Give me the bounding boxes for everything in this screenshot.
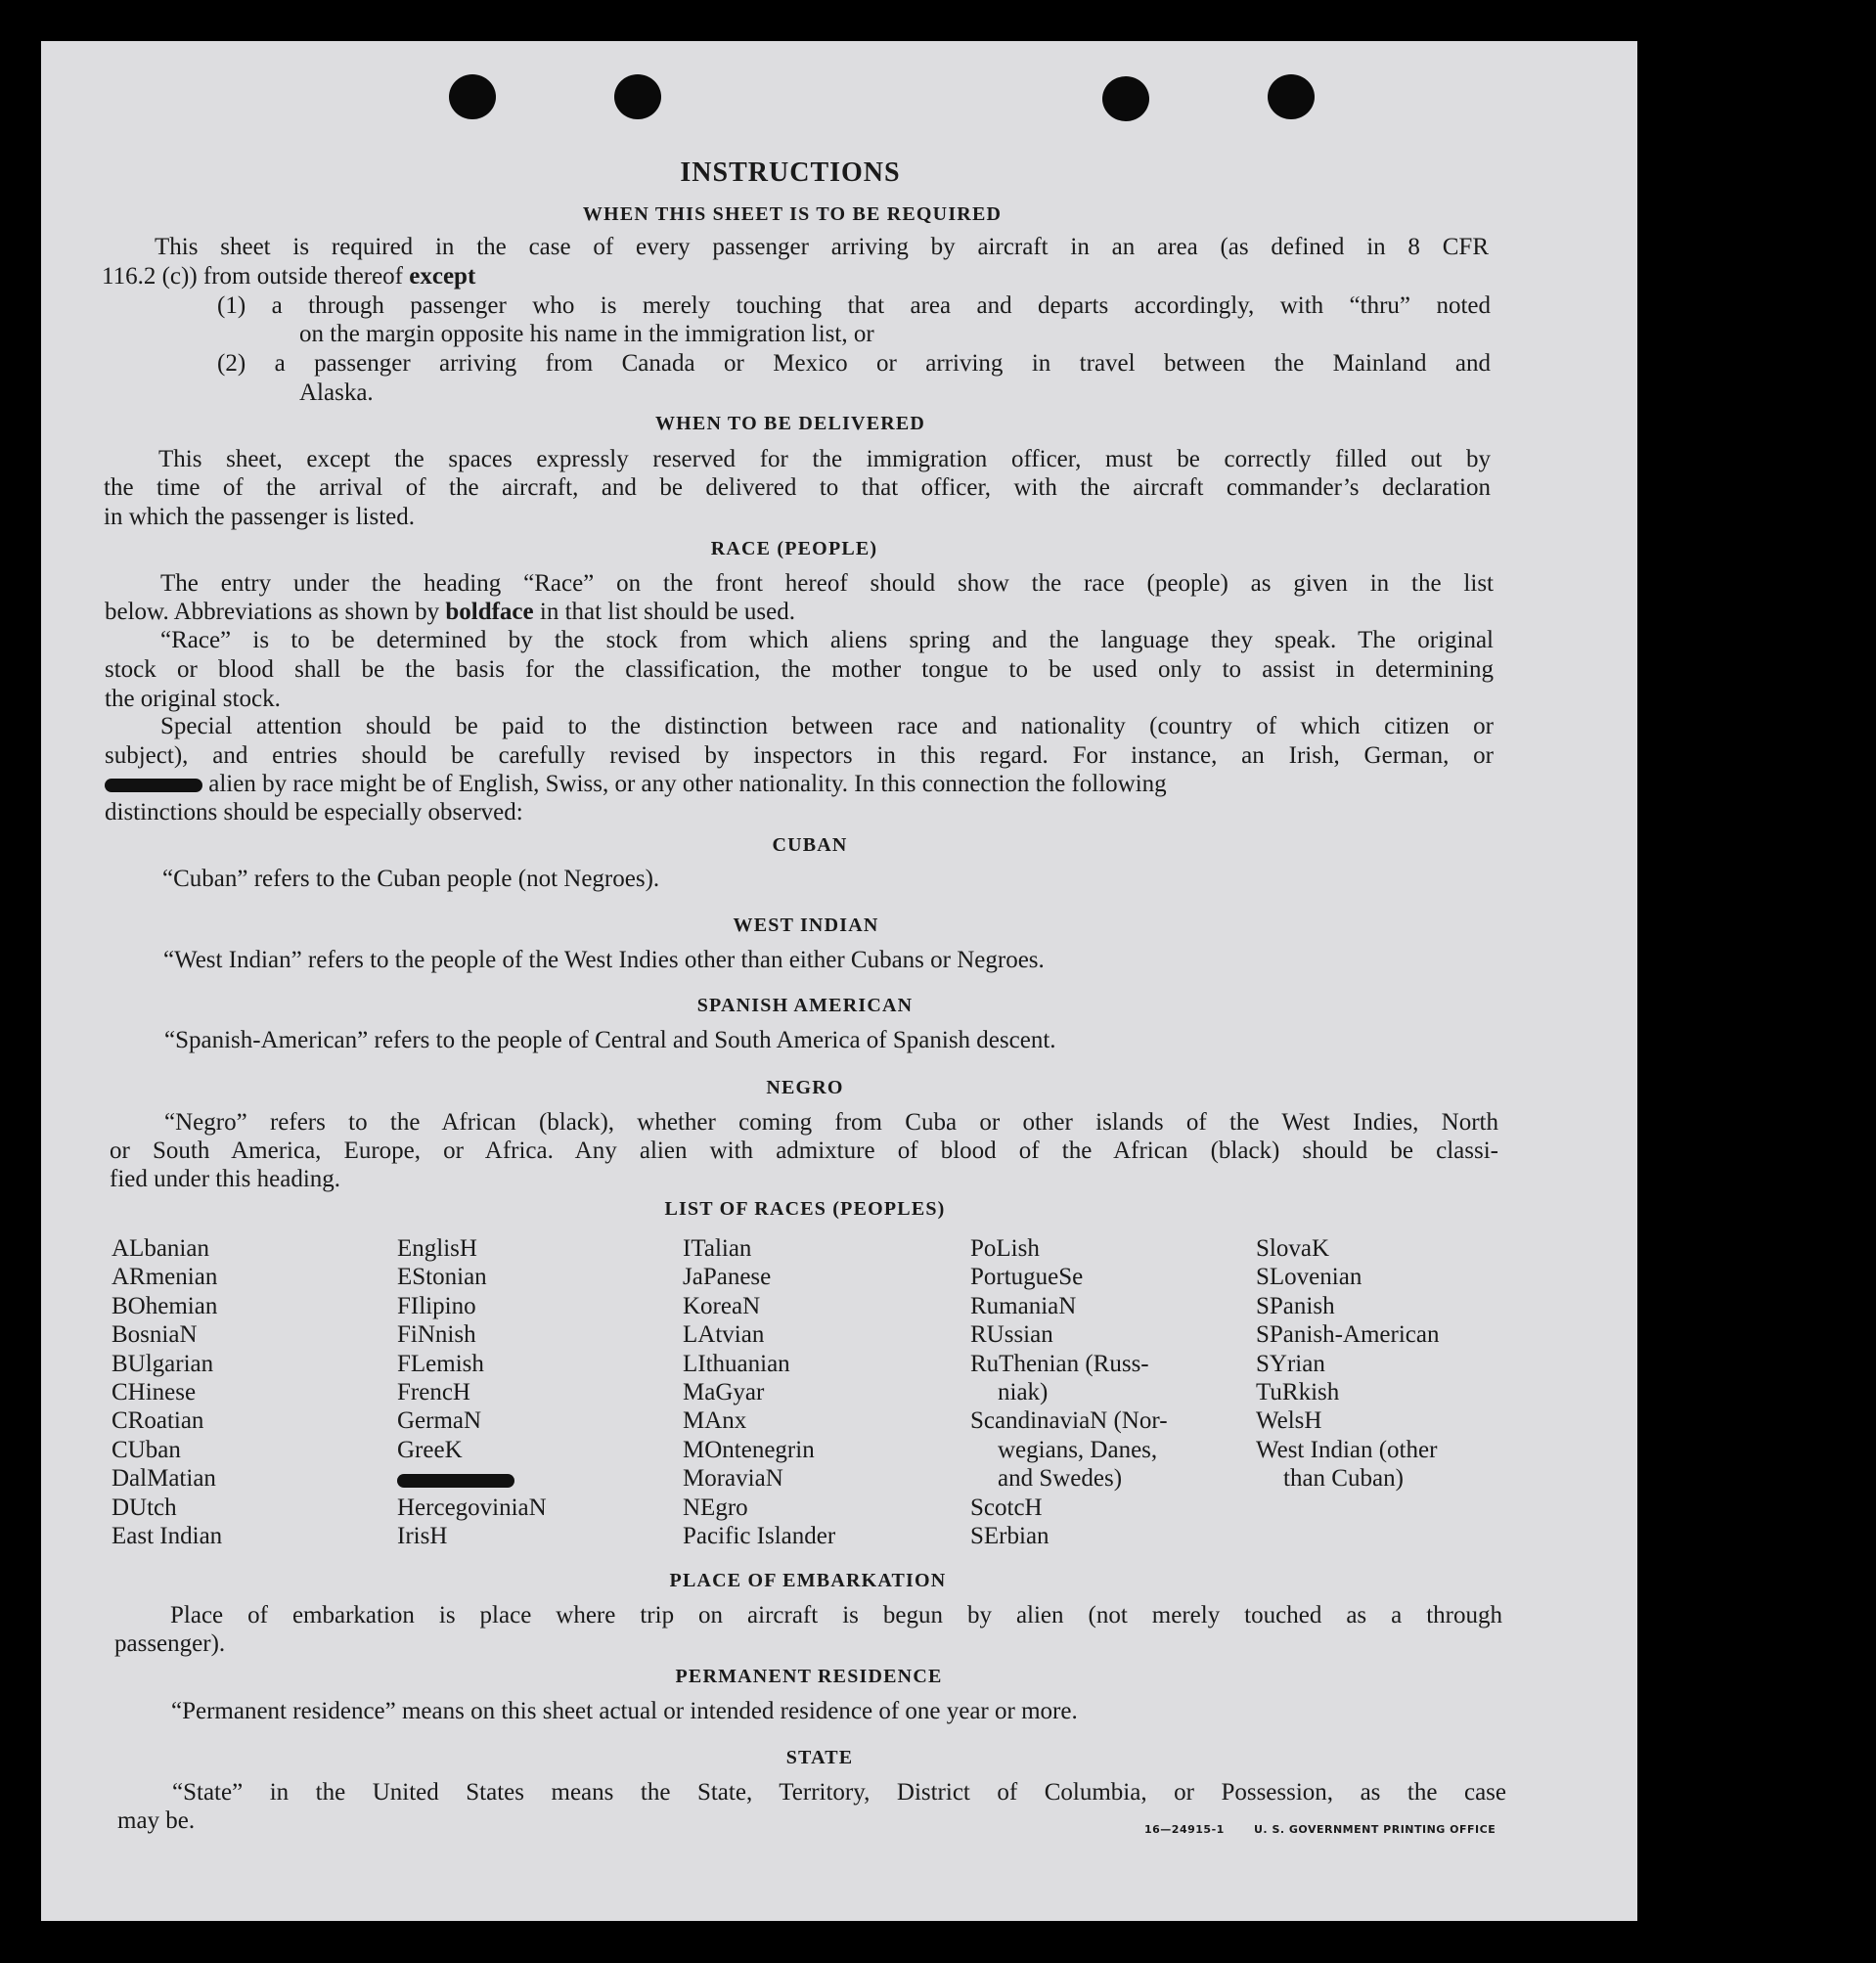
- race-item: SLovenian: [1256, 1264, 1362, 1291]
- race-item: SPanish-American: [1256, 1321, 1440, 1349]
- document-title: INSTRUCTIONS: [680, 157, 901, 188]
- punch-hole: [1268, 74, 1315, 119]
- paragraph-line: below. Abbreviations as shown by boldface in that list should be used.: [105, 599, 795, 625]
- race-item: West Indian (other: [1256, 1436, 1438, 1463]
- race-item: LIthuanian: [683, 1350, 790, 1377]
- race-item: DalMatian: [112, 1465, 216, 1493]
- race-item: SYrian: [1256, 1350, 1325, 1377]
- heading-negro: NEGRO: [766, 1077, 844, 1098]
- paragraph-line: distinctions should be especially observed:: [105, 799, 523, 825]
- race-item: SPanish: [1256, 1292, 1335, 1319]
- race-item: EnglisH: [397, 1235, 477, 1262]
- race-column-3: [683, 1234, 835, 1550]
- paragraph-line: subject), and entries should be carefully revised by inspectors in this regard. For instance, an Irish, German, or: [105, 742, 1494, 769]
- race-item: SErbian: [970, 1523, 1050, 1550]
- definition-text: “West Indian” refers to the people of the West Indies other than either Cubans or Negroes.: [163, 947, 1045, 973]
- race-item-redacted: [397, 1464, 547, 1493]
- race-item: WelsH: [1256, 1407, 1322, 1435]
- paragraph-line: This sheet is required in the case of every passenger arriving by aircraft in an area (as defined in 8 CFR: [155, 234, 1489, 260]
- race-item: MoraviaN: [683, 1465, 783, 1493]
- redaction-mark: [397, 1474, 514, 1488]
- paragraph-line: may be.: [117, 1807, 196, 1834]
- race-item: FIlipino: [397, 1292, 476, 1319]
- list-item-continuation: Alaska.: [299, 379, 374, 406]
- race-column-4: [970, 1234, 1168, 1550]
- race-column-5: [1256, 1234, 1439, 1494]
- heading-list-of-races: LIST OF RACES (PEOPLES): [664, 1198, 946, 1220]
- race-item: ITalian: [683, 1235, 752, 1262]
- race-item: RUssian: [970, 1321, 1053, 1349]
- race-item: DUtch: [112, 1494, 177, 1521]
- heading-spanish-american: SPANISH AMERICAN: [696, 995, 914, 1016]
- paragraph-line: The entry under the heading “Race” on the front hereof should show the race (people) as given in the list: [160, 570, 1494, 597]
- race-item: HercegoviniaN: [397, 1494, 547, 1521]
- race-item: CHinese: [112, 1379, 197, 1406]
- race-item: NEgro: [683, 1494, 748, 1521]
- race-item: SlovaK: [1256, 1235, 1329, 1262]
- race-item: ScotcH: [970, 1494, 1043, 1521]
- heading-west-indian: WEST INDIAN: [733, 915, 879, 936]
- heading-state: STATE: [785, 1747, 854, 1768]
- paragraph-line: the time of the arrival of the aircraft, and be delivered to that officer, with the aircraft commander’s declaration: [104, 474, 1491, 501]
- race-item: MaGyar: [683, 1379, 765, 1406]
- race-item: PoLish: [970, 1235, 1040, 1262]
- race-item: IrisH: [397, 1523, 448, 1550]
- paragraph-line: “Negro” refers to the African (black), whether coming from Cuba or other islands of the West Indies, North: [164, 1109, 1498, 1136]
- race-item: GermaN: [397, 1407, 482, 1435]
- race-item-continuation: wegians, Danes,: [998, 1436, 1158, 1463]
- paragraph-line: fied under this heading.: [110, 1166, 341, 1192]
- paragraph-line: “State” in the United States means the State, Territory, District of Columbia, or Possession, as the case: [172, 1779, 1506, 1806]
- race-item: CUban: [112, 1436, 181, 1463]
- race-item: FLemish: [397, 1350, 484, 1377]
- race-item-continuation: and Swedes): [998, 1465, 1123, 1493]
- race-item: ARmenian: [112, 1264, 218, 1291]
- race-column-1: [112, 1234, 222, 1550]
- race-item: PortugueSe: [970, 1264, 1084, 1291]
- paragraph-line: Special attention should be paid to the distinction between race and nationality (country of which citizen or: [160, 713, 1494, 739]
- race-item: MAnx: [683, 1407, 747, 1435]
- race-item: EStonian: [397, 1264, 487, 1291]
- punch-hole: [1102, 76, 1149, 121]
- race-item: ScandinaviaN (Nor-: [970, 1407, 1168, 1435]
- race-item: RumaniaN: [970, 1292, 1077, 1319]
- heading-permanent-residence: PERMANENT RESIDENCE: [675, 1666, 943, 1687]
- race-item: RuThenian (Russ-: [970, 1350, 1149, 1377]
- race-item-continuation: niak): [998, 1379, 1049, 1406]
- race-item: CRoatian: [112, 1407, 204, 1435]
- race-item-continuation: than Cuban): [1283, 1465, 1404, 1493]
- paragraph-line: passenger).: [114, 1630, 226, 1657]
- paragraph-line: stock or blood shall be the basis for the classification, the mother tongue to be used only to assist in determining: [105, 656, 1494, 683]
- paragraph-line: Place of embarkation is place where trip on aircraft is begun by alien (not merely touched as a through: [170, 1602, 1502, 1628]
- race-item: ALbanian: [112, 1235, 209, 1262]
- definition-text: “Spanish-American” refers to the people of Central and South America of Spanish descent.: [164, 1027, 1056, 1053]
- race-item: BOhemian: [112, 1292, 218, 1319]
- paragraph-line: the original stock.: [105, 686, 281, 712]
- heading-when-required: WHEN THIS SHEET IS TO BE REQUIRED: [582, 203, 1003, 225]
- race-item: FrencH: [397, 1379, 470, 1406]
- race-item: BosniaN: [112, 1321, 198, 1349]
- race-item: TuRkish: [1256, 1379, 1340, 1406]
- punch-hole: [614, 74, 661, 119]
- punch-hole: [449, 74, 496, 119]
- heading-cuban: CUBAN: [772, 834, 848, 856]
- paragraph-line: “Race” is to be determined by the stock from which aliens spring and the language they speak. The original: [160, 627, 1494, 653]
- redaction-mark: [105, 779, 202, 792]
- definition-text: “Cuban” refers to the Cuban people (not Negroes).: [162, 866, 660, 892]
- heading-place-of-embarkation: PLACE OF EMBARKATION: [669, 1570, 947, 1591]
- form-number: 16—24915-1: [1144, 1823, 1225, 1836]
- list-item-continuation: on the margin opposite his name in the immigration list, or: [299, 321, 874, 347]
- race-item: BUlgarian: [112, 1350, 214, 1377]
- paragraph-line: This sheet, except the spaces expressly reserved for the immigration officer, must be correctly filled out by: [158, 446, 1491, 472]
- definition-text: “Permanent residence” means on this sheet actual or intended residence of one year or more.: [171, 1698, 1078, 1724]
- race-item: East Indian: [112, 1523, 223, 1550]
- race-item: JaPanese: [683, 1264, 772, 1291]
- paragraph-line: 116.2 (c)) from outside thereof except: [102, 263, 476, 290]
- race-item: KoreaN: [683, 1292, 761, 1319]
- heading-when-delivered: WHEN TO BE DELIVERED: [654, 413, 926, 434]
- list-item: (2) a passenger arriving from Canada or Mexico or arriving in travel between the Mainland and: [217, 350, 1491, 377]
- list-item: (1) a through passenger who is merely touching that area and departs accordingly, with “thru” noted: [217, 292, 1491, 319]
- race-item: GreeK: [397, 1436, 463, 1463]
- race-column-2: [397, 1234, 547, 1550]
- race-item: Pacific Islander: [683, 1523, 836, 1550]
- heading-race: RACE (PEOPLE): [710, 538, 878, 559]
- paragraph-line: alien by race might be of English, Swiss, or any other nationality. In this connection the following: [105, 770, 1167, 799]
- paragraph-line: or South America, Europe, or Africa. Any alien with admixture of blood of the African (black) should be classi-: [110, 1138, 1498, 1164]
- race-item: LAtvian: [683, 1321, 765, 1349]
- printer-imprint: U. S. GOVERNMENT PRINTING OFFICE: [1254, 1823, 1496, 1836]
- race-item: FiNnish: [397, 1321, 476, 1349]
- paragraph-line: in which the passenger is listed.: [104, 504, 415, 530]
- race-item: MOntenegrin: [683, 1436, 815, 1463]
